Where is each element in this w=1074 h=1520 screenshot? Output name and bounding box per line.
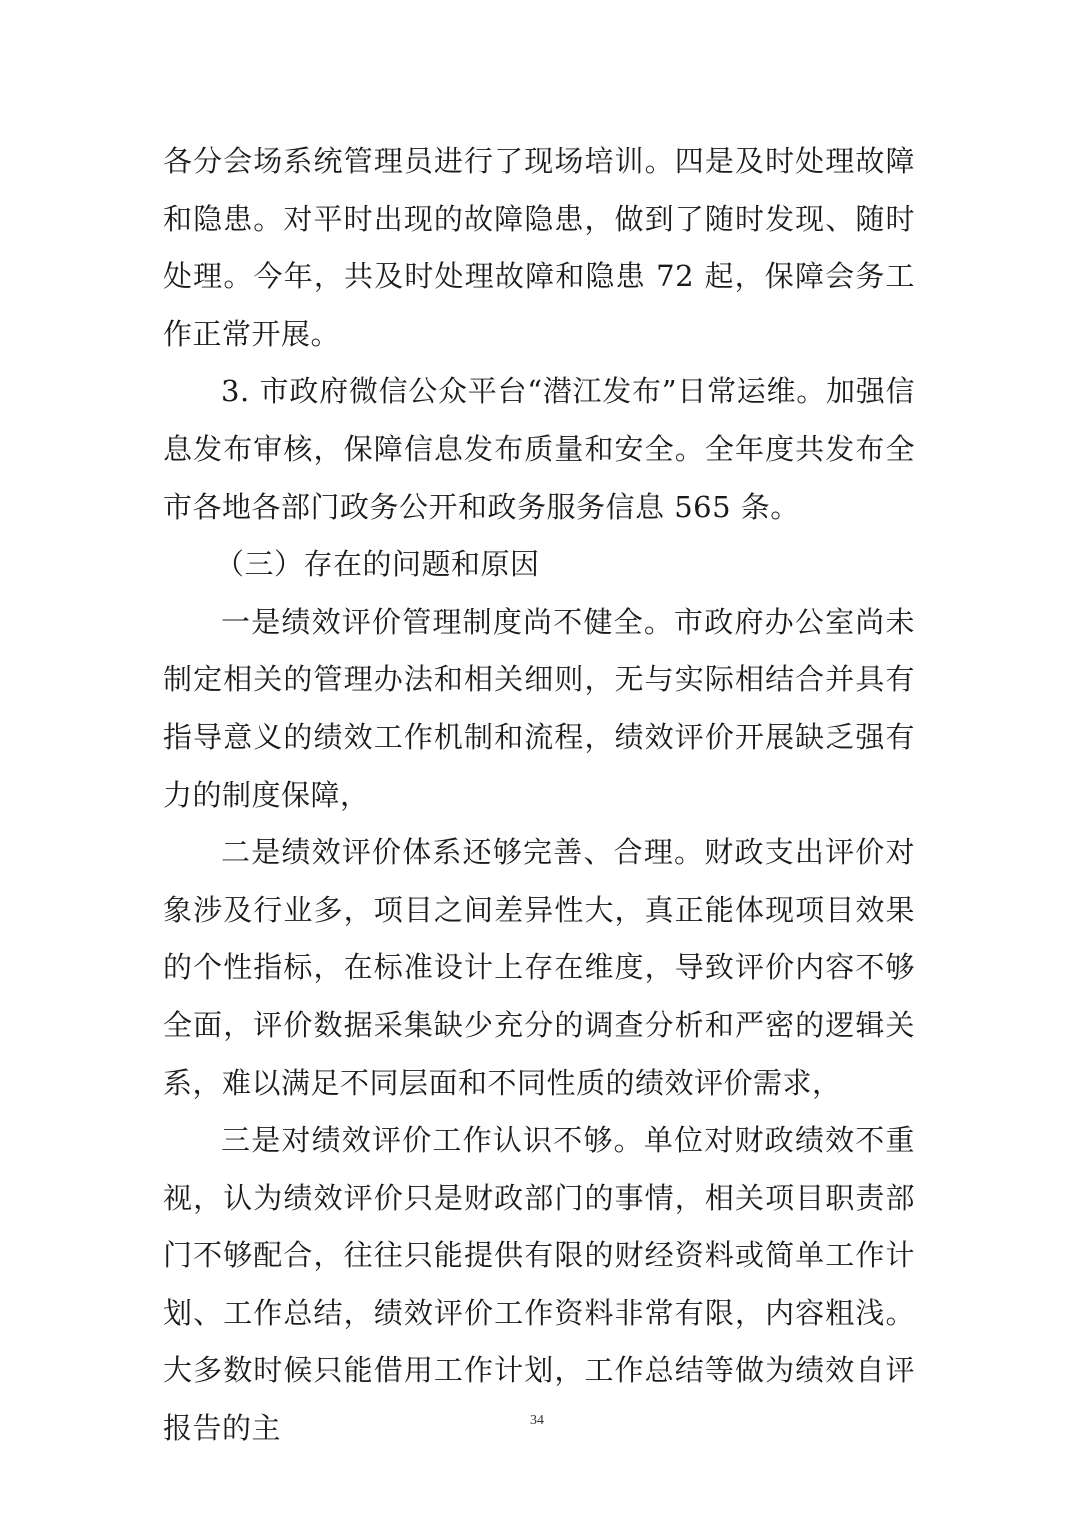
- paragraph-problem-two: 二是绩效评价体系还够完善、合理。财政支出评价对象涉及行业多，项目之间差异性大，真正能体现项目效果的个性指标，在标准设计上存在维度，导致评价内容不够全面，评价数据采集缺少充分的调查分析和严密的逻辑关系，难以满足不同层面和不同性质的绩效评价需求，: [163, 835, 915, 1100]
- page-number: 34: [530, 1413, 544, 1428]
- paragraph-wechat-platform: 3. 市政府微信公众平台“潜江发布”日常运维。加强信息发布审核，保障信息发布质量和安全。全年度共发布全市各地各部门政务公开和政务服务信息 565 条。: [163, 374, 915, 524]
- section-heading-problems: （三）存在的问题和原因: [215, 547, 540, 582]
- paragraph-problem-one: 一是绩效评价管理制度尚不健全。市政府办公室尚未制定相关的管理办法和相关细则，无与实际相结合并具有指导意义的绩效工作机制和流程，绩效评价开展缺乏强有力的制度保障，: [163, 604, 915, 812]
- document-body: [163, 133, 915, 1458]
- paragraph-problem-three: 三是对绩效评价工作认识不够。单位对财政绩效不重视，认为绩效评价只是财政部门的事情，相关项目职责部门不够配合，往往只能提供有限的财经资料或简单工作计划、工作总结，绩效评价工作资料非常有限，内容粗浅。大多数时候只能借用工作计划，工作总结等做为绩效自评报告的主: [163, 1123, 915, 1446]
- paragraph-continuation: 各分会场系统管理员进行了现场培训。四是及时处理故障和隐患。对平时出现的故障隐患，做到了随时发现、随时处理。今年，共及时处理故障和隐患 72 起，保障会务工作正常开展。: [163, 144, 915, 351]
